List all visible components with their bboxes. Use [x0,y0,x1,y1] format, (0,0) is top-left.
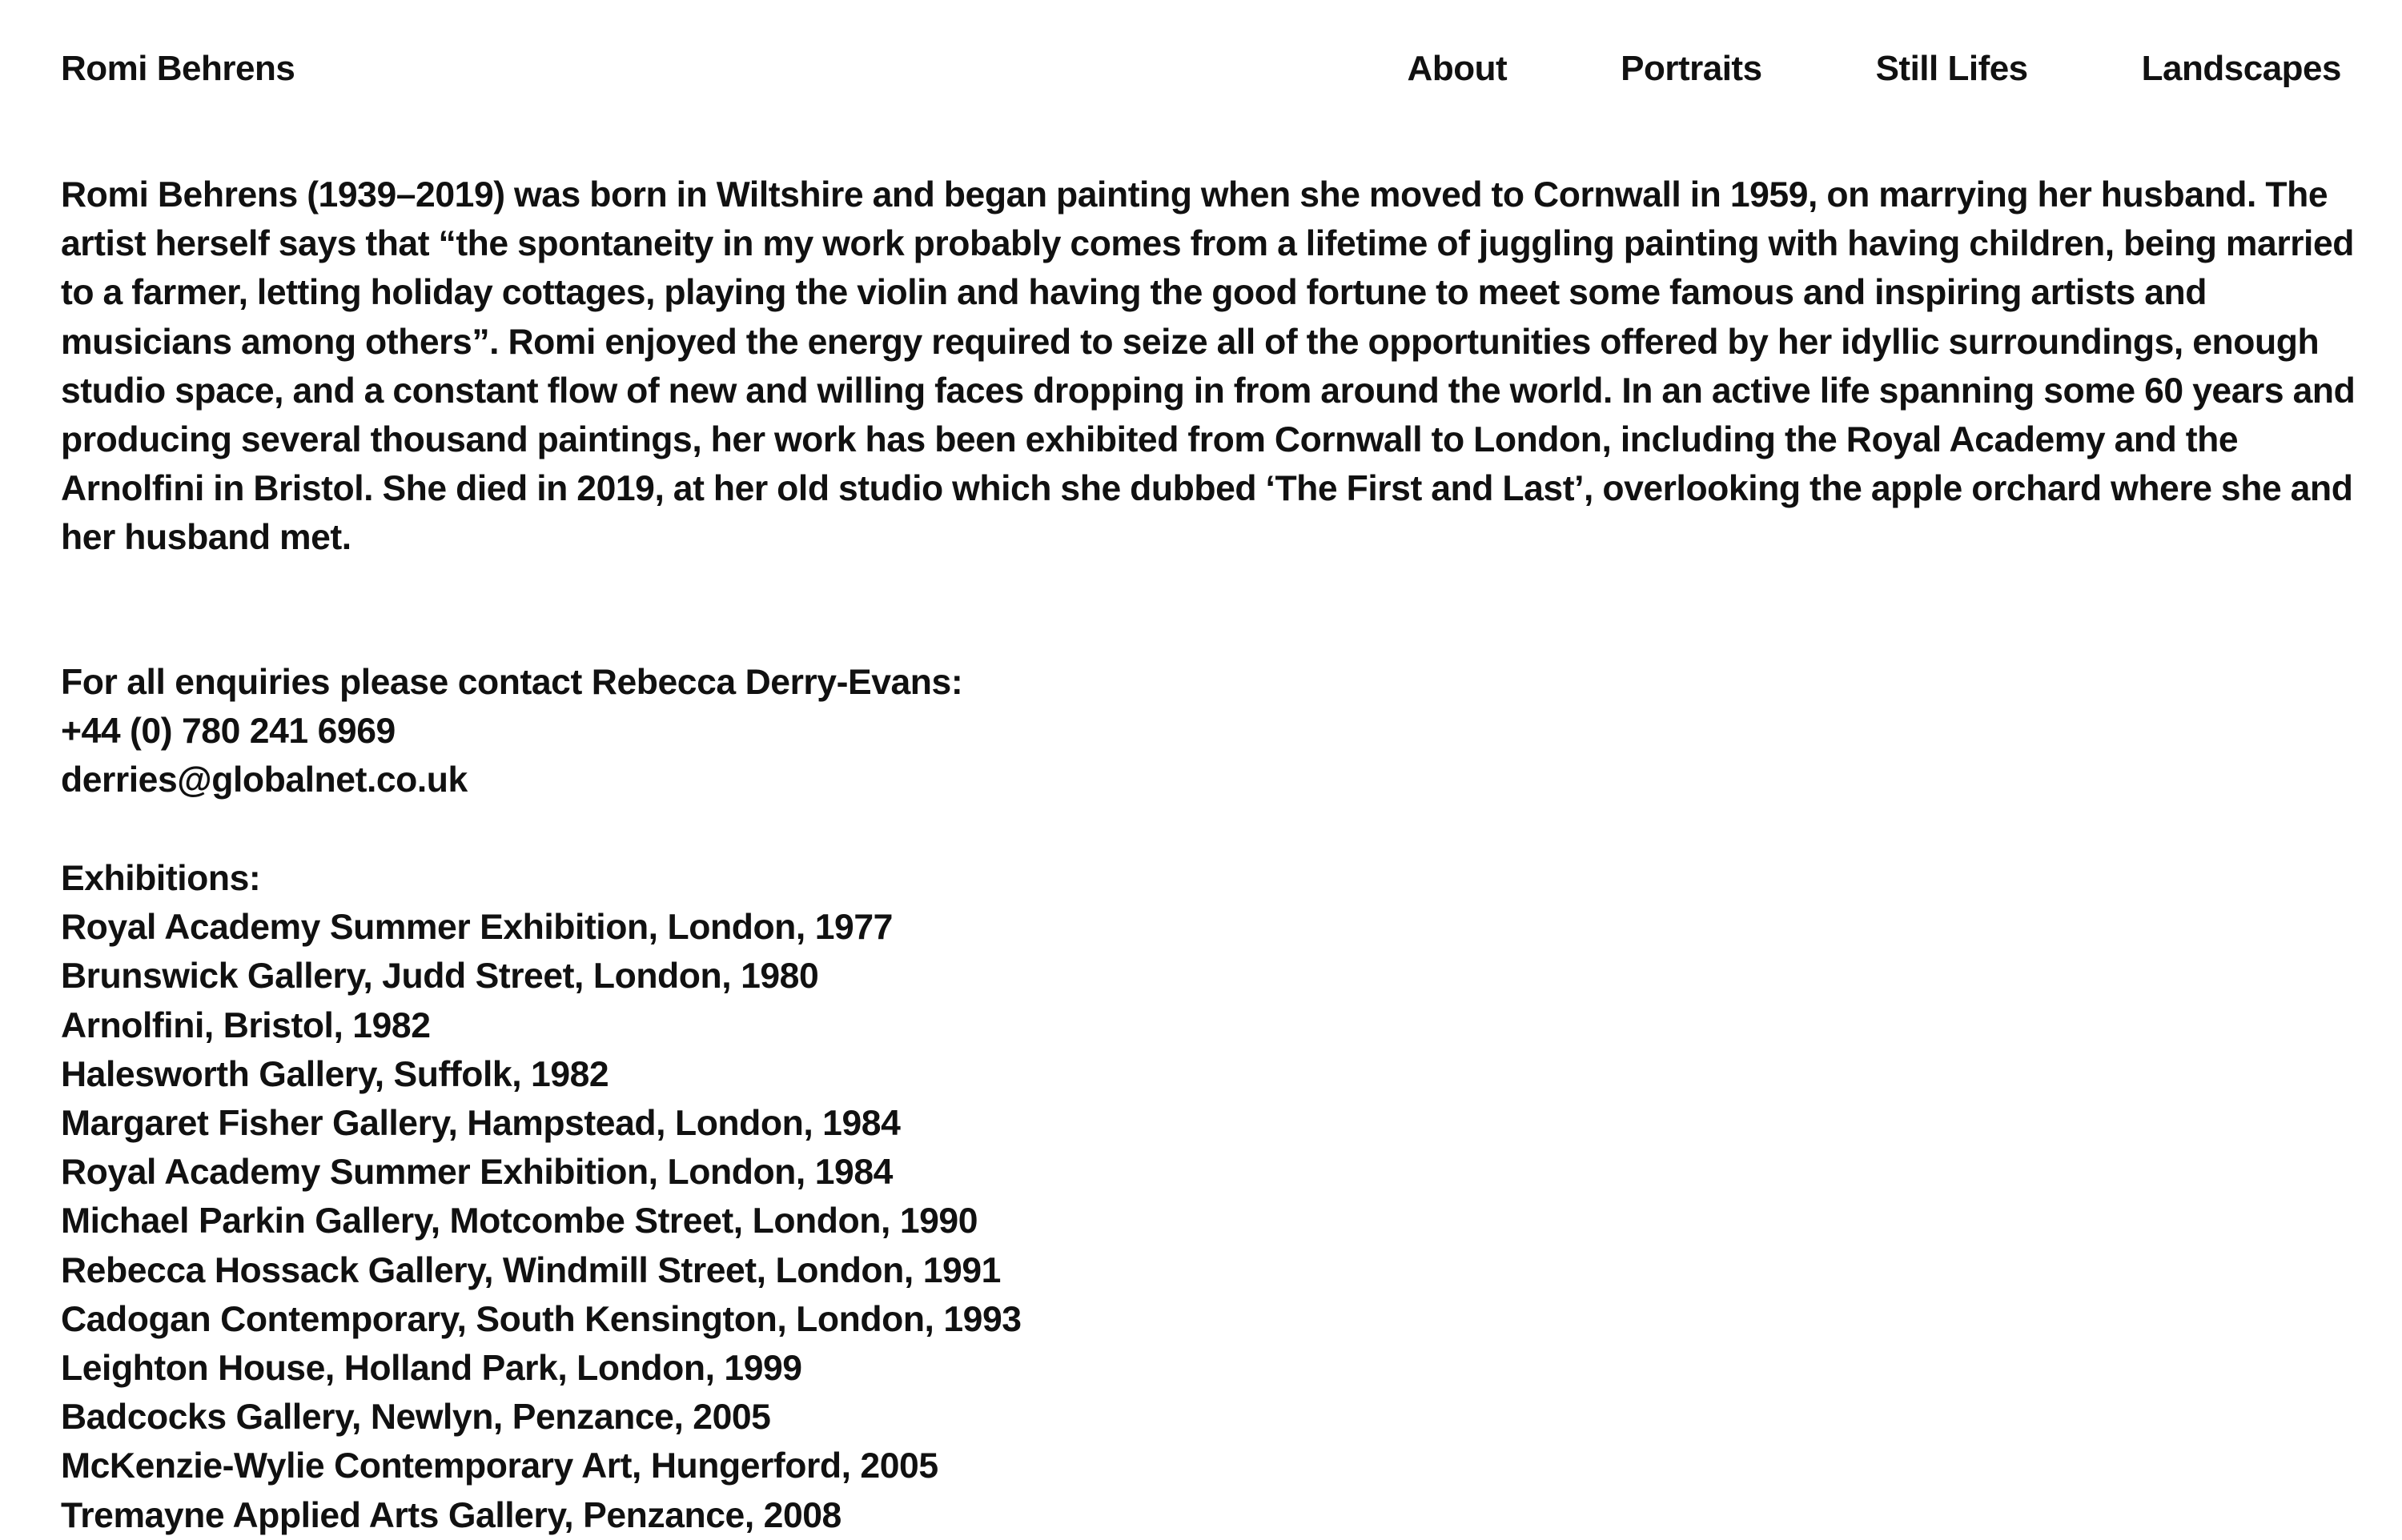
site-header [61,46,2341,91]
exhibitions-list [61,903,1022,1540]
exhibitions-section [61,854,1022,1540]
exhibition-item: Badcocks Gallery, Newlyn, Penzance, 2005 [61,1398,771,1438]
exhibition-item: Michael Parkin Gallery, Motcombe Street, London, 1990 [61,1201,978,1241]
contact-email: derries@globalnet.co.uk [61,760,468,800]
contact-section [61,658,962,805]
nav-link-about[interactable]: About [1407,49,1508,88]
exhibition-item: Cadogan Contemporary, South Kensington, London, 1993 [61,1299,1022,1339]
exhibitions-heading: Exhibitions: [61,859,261,898]
contact-intro: For all enquiries please contact Rebecca Derry-Evans: [61,663,963,702]
exhibition-item: Brunswick Gallery, Judd Street, London, 1980 [61,956,819,997]
exhibition-item: Arnolfini, Bristol, 1982 [61,1005,431,1045]
exhibition-item: Tremayne Applied Arts Gallery, Penzance, 2008 [61,1495,842,1535]
exhibition-item: Rebecca Hossack Gallery, Windmill Street, London, 1991 [61,1250,1001,1290]
site-title-link[interactable]: Romi Behrens [61,49,295,88]
exhibition-item: McKenzie-Wylie Contemporary Art, Hungerford, 2005 [61,1446,938,1486]
main-nav [1408,46,2341,91]
exhibition-item: Halesworth Gallery, Suffolk, 1982 [61,1054,609,1094]
contact-phone: +44 (0) 780 241 6969 [61,712,396,752]
exhibition-item: Margaret Fisher Gallery, Hampstead, London, 1984 [61,1104,901,1144]
nav-link-landscapes[interactable]: Landscapes [2141,49,2341,88]
nav-link-still-lifes[interactable]: Still Lifes [1875,49,2028,88]
exhibition-item: Leighton House, Holland Park, London, 1999 [61,1349,802,1389]
bio-paragraph: Romi Behrens (1939–2019) was born in Wiltshire and began painting when she moved to Cornwall in 1959, on marrying her husband. The artist herself says that “the spontaneity in my work probably comes from a lifetime of juggling painting with having children, being married to a farmer, letting holiday cottages, playing the violin and having the good fortune to meet some famous and inspiring artists and musicians among others”. Romi enjoyed the energy required to seize all of the opportunities offered by her idyllic surroundings, enough studio space, and a constant flow of new and willing faces dropping in from around the world. In an active life spanning some 60 years and producing several thousand paintings, her work has been exhibited from Cornwall to London, including the Royal Academy and the Arnolfini in Bristol. She died in 2019, at her old studio which she dubbed ‘The First and Last’, overlooking the apple orchard where she and her husband met. [61,175,2356,558]
nav-link-portraits[interactable]: Portraits [1621,49,1762,88]
exhibition-item: Royal Academy Summer Exhibition, London, 1984 [61,1153,893,1193]
exhibition-item: Royal Academy Summer Exhibition, London, 1977 [61,908,893,948]
